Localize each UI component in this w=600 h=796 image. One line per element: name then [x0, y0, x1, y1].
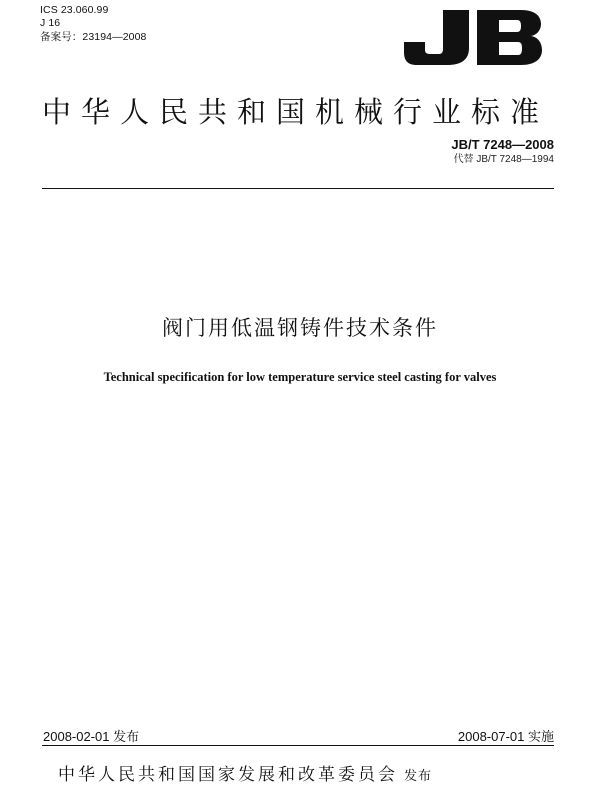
publisher-action: 发布 — [404, 769, 433, 784]
logo-text: JB — [403, 8, 404, 9]
implementation-date: 2008-07-01 实施 — [457, 729, 554, 744]
issue-date: 2008-02-01 发布 — [43, 729, 140, 744]
replaces-standard: 代替 JB/T 7248—1994 — [453, 154, 554, 165]
document-title-english: Technical specification for low temperature service steel casting for valves — [103, 370, 497, 384]
header-rule — [42, 188, 554, 189]
publisher-line — [58, 760, 432, 785]
standard-category: 中华人民共和国机械行业标准 — [42, 95, 550, 129]
jb-logo-shape — [404, 10, 542, 65]
footer-rule — [42, 745, 554, 746]
record-number: 备案号：23194—2008 — [40, 31, 147, 43]
publisher-name: 中华人民共和国国家发展和改革委员会 — [58, 765, 398, 785]
document-title-chinese: 阀门用低温钢铸件技术条件 — [162, 316, 438, 340]
jb-logo — [403, 8, 543, 66]
ics-code: ICS 23.060.99 — [40, 4, 109, 16]
standard-number-block — [451, 136, 554, 167]
classification-code: J 16 — [40, 17, 61, 29]
standard-number: JB/T 7248—2008 — [451, 137, 554, 152]
